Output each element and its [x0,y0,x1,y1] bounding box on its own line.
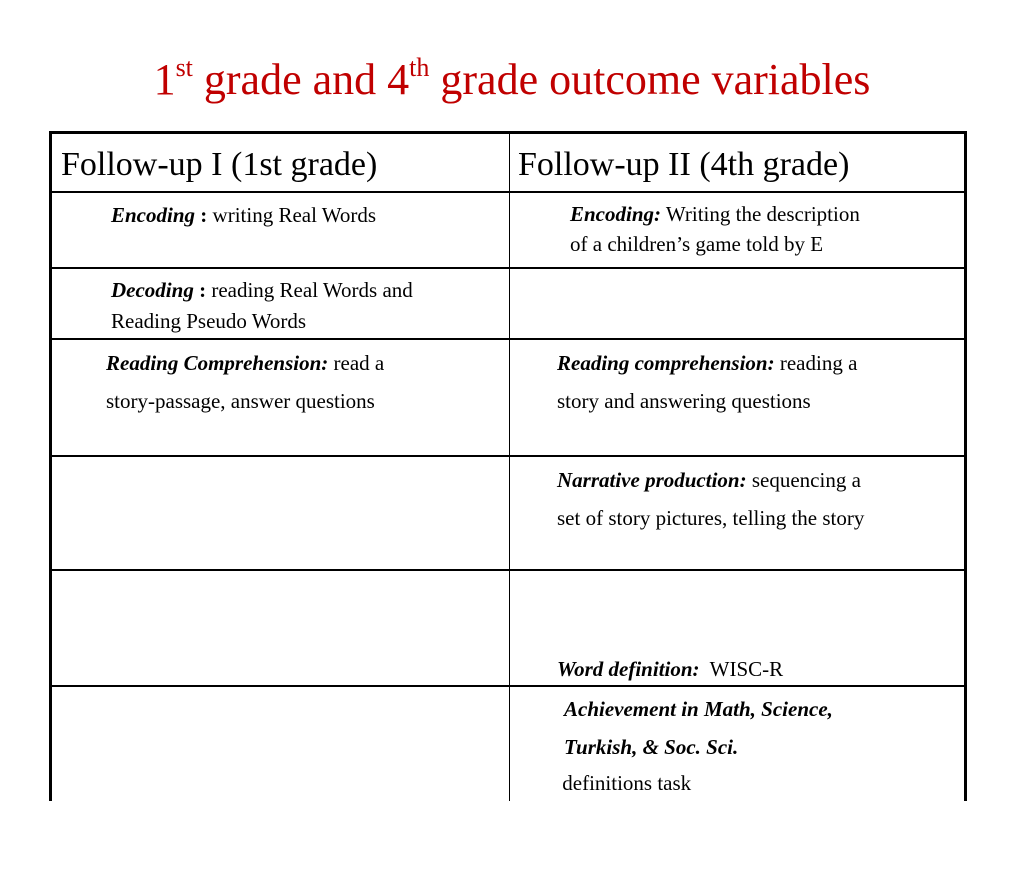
table-cell-reading-comprehension-1st [106,344,384,420]
row-divider [52,338,964,340]
variable-description: definitions task [557,771,692,795]
variable-label: Narrative production: [557,468,747,492]
variable-label: Encoding [111,203,196,227]
table-cell-achievement-4th [564,690,833,766]
variable-description: read a [328,351,385,375]
row-divider [52,191,964,193]
table-cell-narrative-production-4th [557,461,864,537]
table-cell-reading-comprehension-4th [557,344,857,420]
table-header-followup-1: Follow-up I (1st grade) [61,146,378,183]
row-divider [52,569,964,571]
page-title [0,52,1024,108]
outcome-table [49,131,967,801]
row-divider [52,685,964,687]
variable-description: of a children’s game told by E [570,232,824,256]
variable-description: sequencing a [746,468,861,492]
variable-description: set of story pictures, telling the story [557,506,865,530]
title-text-3: grade outcome variables [429,55,871,104]
variable-description: Writing the description [661,202,860,226]
title-text-2: grade and 4 [192,55,410,104]
variable-description: story and answering questions [557,389,811,413]
title-superscript-th: th [409,53,430,82]
variable-label: Reading comprehension: [557,351,775,375]
variable-description: story-passage, answer questions [106,389,375,413]
variable-label: Decoding [111,278,194,302]
variable-description: WISC-R [699,657,784,681]
table-cell-encoding-4th [570,199,860,259]
variable-label: Word definition: [557,657,700,681]
title-superscript-st: st [175,53,193,82]
row-divider [52,455,964,457]
table-cell-decoding-1st [111,275,413,337]
table-header-followup-2: Follow-up II (4th grade) [518,146,850,183]
variable-label: Encoding: [570,202,662,226]
variable-description: writing Real Words [212,203,377,227]
title-text-1: 1 [153,55,176,104]
label-separator: : [193,278,212,302]
achievement-line-1: Achievement in Math, Science, [564,697,833,721]
achievement-line-2: Turkish, & Soc. Sci. [564,735,739,759]
column-divider [509,134,510,801]
variable-description: reading a [774,351,858,375]
variable-label: Reading Comprehension: [106,351,329,375]
table-cell-encoding-1st [111,199,376,231]
label-separator: : [195,203,213,227]
variable-description: Reading Pseudo Words [111,309,307,333]
variable-description: reading Real Words and [211,278,413,302]
row-divider [52,267,964,269]
